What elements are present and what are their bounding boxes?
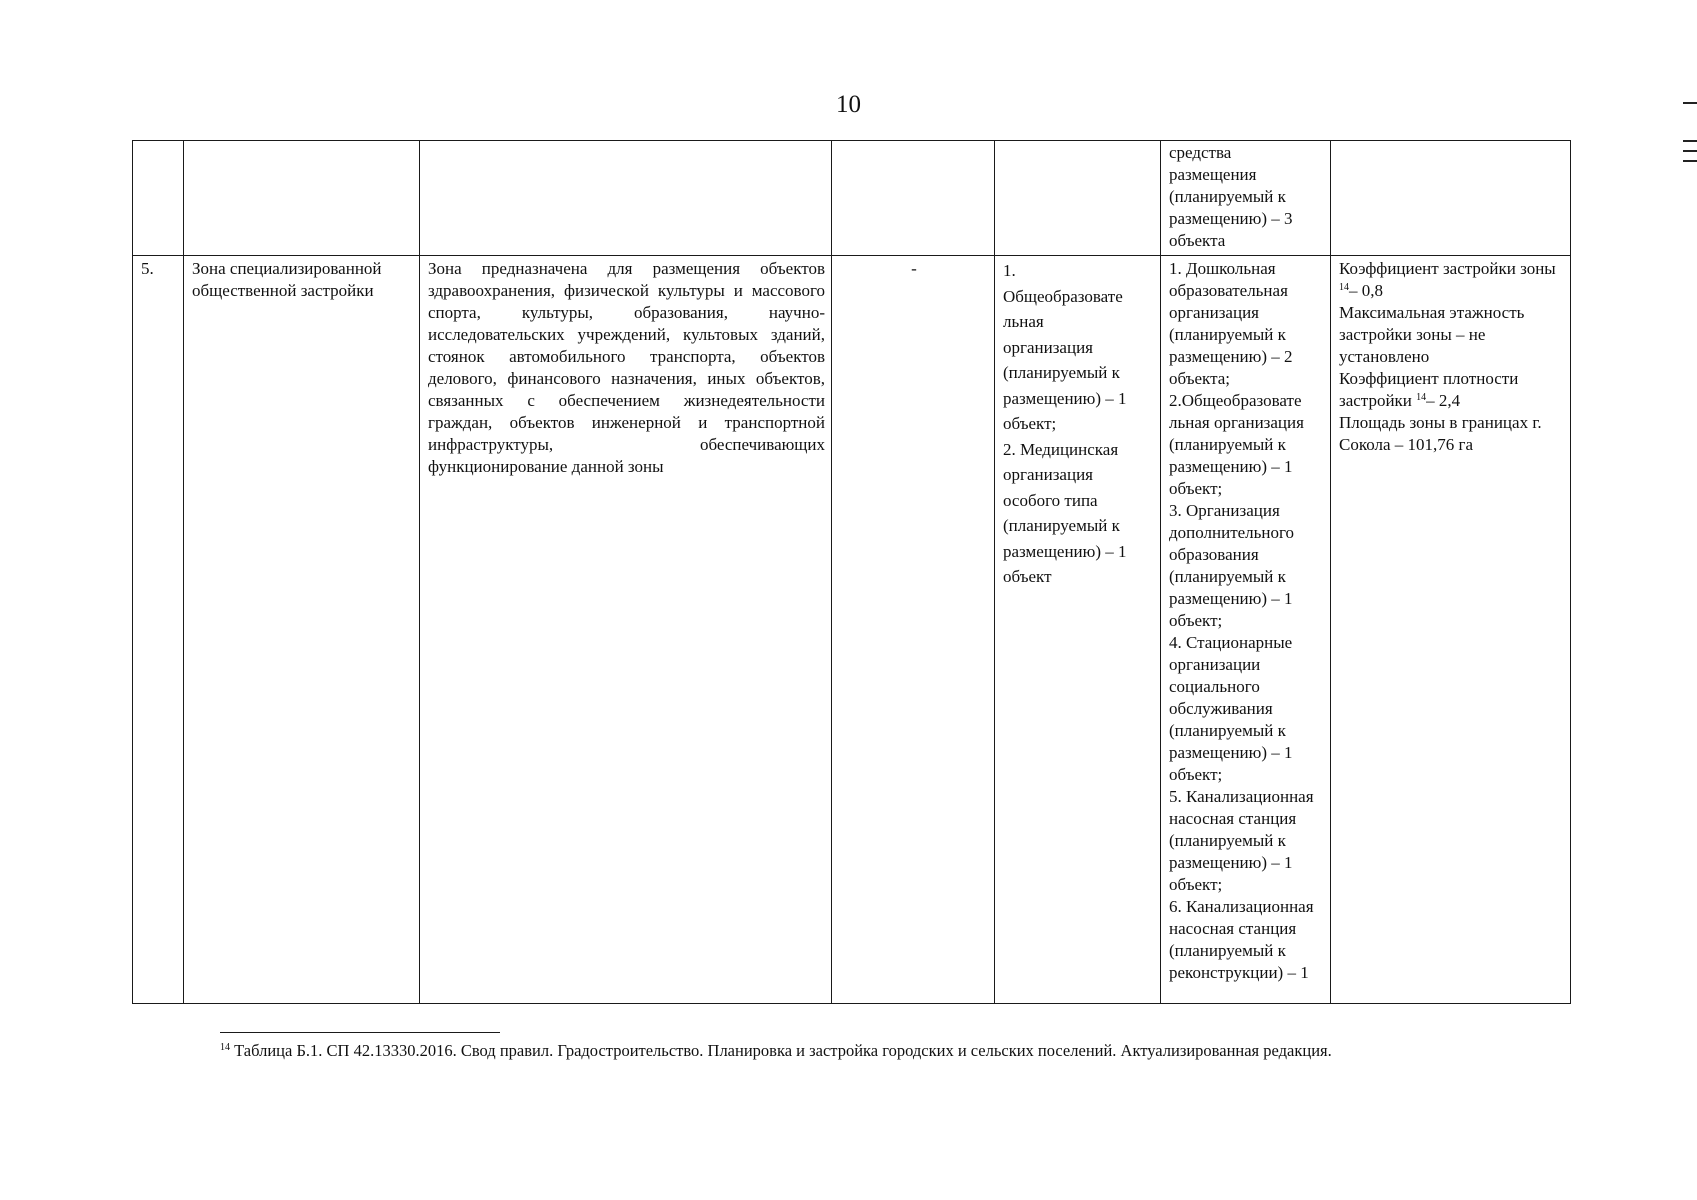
continuation-row [133, 141, 1571, 256]
footnote-text: Таблица Б.1. СП 42.13330.2016. Свод правил. Градостроительство. Планировка и застройка городских и сельских поселений. Актуализированная редакция. [230, 1041, 1332, 1060]
zone-row [133, 256, 1571, 1004]
zone-description: Зона предназначена для размещения объектов здравоохранения, физической культуры и массового спорта, культуры, образования, научно-исследовательских учреждений, культовых зданий, стоянок автомобильного транспорта, объектов делового, финансового назначения, иных объектов, связанных с обеспечением жизнедеятельности граждан, объектов инженерной и транспортной инфраструктуры, обеспечивающих функционирование данной зоны [420, 256, 832, 1004]
zone-name: Зона специализированной общественной застройки [184, 256, 420, 1004]
cell-name-empty [184, 141, 420, 256]
param-coverage-footnote-ref: 14 [1339, 282, 1349, 293]
param-coverage-value: – 0,8 [1349, 281, 1383, 300]
param-max-floors: Максимальная этажность застройки зоны – не установлено [1339, 303, 1525, 366]
scan-edge-marks [1683, 102, 1697, 170]
cell-description-empty [420, 141, 832, 256]
param-zone-area: Площадь зоны в границах г. Сокола – 101,76 га [1339, 413, 1542, 454]
zones-table [132, 140, 1571, 1004]
page-number: 10 [836, 91, 861, 118]
param-density-value: – 2,4 [1426, 391, 1461, 410]
footnote-divider [220, 1032, 500, 1033]
cell-num-empty [133, 141, 184, 256]
zone-col4-value: - [832, 256, 995, 1004]
footnote [220, 1040, 1600, 1062]
cell-col5-empty [995, 141, 1161, 256]
cell-infrastructure-continued: средства размещения (планируемый к размещению) – 3 объекта [1161, 141, 1331, 256]
param-coverage-label: Коэффициент застройки зоны [1339, 259, 1556, 278]
footnote-marker: 14 [220, 1042, 230, 1053]
param-density-label: Коэффициент плотности застройки [1339, 369, 1519, 410]
cell-params-empty [1331, 141, 1571, 256]
zone-parameters [1331, 256, 1571, 1004]
cell-col4-empty [832, 141, 995, 256]
zone-number: 5. [133, 256, 184, 1004]
zone-regional-objects: 1. Общеобразовате льная организация (планируемый к размещению) – 1 объект; 2. Медицинская организация особого типа (планируемый к размещению) – 1 объект [995, 256, 1161, 1004]
param-density-footnote-ref: 14 [1416, 392, 1427, 403]
zone-local-objects: 1. Дошкольная образовательная организация (планируемый к размещению) – 2 объекта; 2.Общеобразовате льная организация (планируемый к размещению) – 1 объект; 3. Организация дополнительного образования (планируемый к размещению) – 1 объект; 4. Стационарные организации социального обслуживания (планируемый к размещению) – 1 объект; 5. Канализационная насосная станция (планируемый к размещению) – 1 объект; 6. Канализационная насосная станция (планируемый к реконструкции) – 1 [1161, 256, 1331, 1004]
